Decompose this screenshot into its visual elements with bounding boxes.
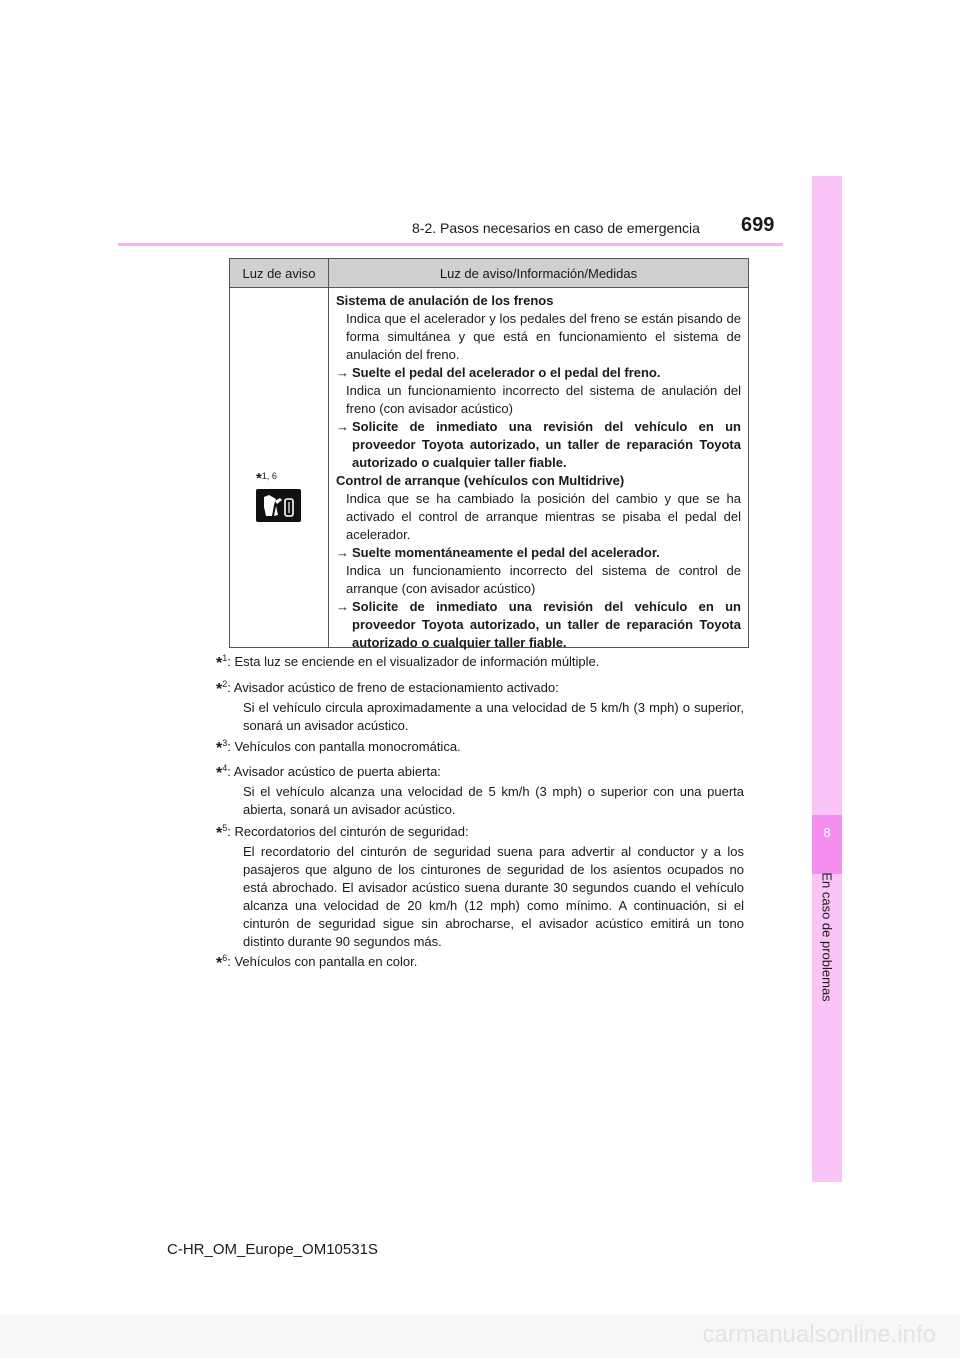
section-heading: Sistema de anulación de los frenos	[336, 293, 554, 308]
footnote: *$^3$: Vehículos con pantalla monocromática.	[216, 738, 461, 757]
table-header-row	[230, 259, 748, 288]
action-item: → Solicite de inmediato una revisión del vehículo en un proveedor Toyota autorizado, un taller de reparación Toyota autorizado o cualquier taller fiable.	[336, 419, 741, 470]
warning-light-table	[229, 258, 749, 648]
description-cell	[329, 288, 748, 650]
section-heading: Control de arranque (vehículos con Multidrive)	[336, 473, 625, 488]
action-item: → Suelte el pedal del acelerador o el pedal del freno.	[336, 365, 661, 380]
section-description: Indica que se ha cambiado la posición del cambio y que se ha activado el control de arranque mientras se pisaba el pedal del acelerador.	[346, 491, 741, 542]
column-header-light: Luz de aviso	[230, 259, 329, 287]
arrow-icon: →	[336, 599, 349, 614]
watermark-text: carmanualsonline.info	[702, 1321, 936, 1348]
footnote: *$^4$: Avisador acústico de puerta abierta: Si el vehículo alcanza una velocidad de 5 km/h (3 mph) o superior con una puerta abierta, sonará un avisador acústico.	[216, 763, 744, 817]
chapter-label: En caso de problemas	[819, 872, 835, 1002]
footnote: *$^1$: Esta luz se enciende en el visualizador de información múltiple.	[216, 653, 600, 672]
chapter-number: 8	[823, 825, 831, 840]
page-number: 699	[741, 214, 775, 236]
section-description: Indica un funcionamiento incorrecto del sistema de control de arranque (con avisador acústico)	[346, 563, 741, 596]
footnote-body: Si el vehículo alcanza una velocidad de 5 km/h (3 mph) o superior con una puerta abierta, sonará un avisador acústico.	[243, 784, 744, 817]
icon-footnote-ref: *$^{1, 6}$	[256, 470, 277, 487]
brake-override-warning-icon	[256, 489, 301, 522]
footnote: *$^6$: Vehículos con pantalla en color.	[216, 953, 418, 972]
section-description: Indica que el acelerador y los pedales del freno se están pisando de forma simultánea y que está en funcionamiento el sistema de anulación del freno.	[346, 311, 741, 362]
action-item: → Solicite de inmediato una revisión del vehículo en un proveedor Toyota autorizado, un taller de reparación Toyota autorizado o cualquier taller fiable.	[336, 599, 741, 650]
section-title: 8-2. Pasos necesarios en caso de emergencia	[412, 220, 700, 236]
section-description: Indica un funcionamiento incorrecto del sistema de anulación del freno (con avisador acústico)	[346, 383, 741, 416]
action-item: → Suelte momentáneamente el pedal del acelerador.	[336, 545, 660, 560]
column-header-info: Luz de aviso/Información/Medidas	[439, 265, 638, 281]
chapter-number-tab	[812, 815, 842, 874]
arrow-icon: →	[336, 545, 349, 560]
footnote: *$^5$: Recordatorios del cinturón de seguridad: El recordatorio del cinturón de seguridad suena para advertir al conductor y a los pasajeros que alguno de los cinturones de seguridad de los asientos ocupados no está abrochado. El avisador acústico suena durante 30 segundos cuando el vehículo alcanza una velocidad de 20 km/h (12 mph) como mínimo. A continuación, si el cinturón de seguridad sigue sin abrocharse, el avisador acústico emitirá un tono distinto durante 90 segundos más.	[216, 823, 744, 949]
document-id: C-HR_OM_Europe_OM10531S	[167, 1241, 378, 1258]
table-row	[230, 288, 748, 650]
header-divider	[118, 243, 783, 246]
footnote: *$^2$: Avisador acústico de freno de estacionamiento activado: Si el vehículo circula aproximadamente a una velocidad de 5 km/h (3 mph) o superior, sonará un avisador acústico.	[216, 679, 744, 733]
arrow-icon: →	[336, 419, 349, 434]
light-cell	[230, 288, 329, 647]
footnote-body: Si el vehículo circula aproximadamente a una velocidad de 5 km/h (3 mph) o superior, sonará un avisador acústico.	[243, 700, 744, 733]
arrow-icon: →	[336, 365, 349, 380]
footnote-body: El recordatorio del cinturón de seguridad suena para advertir al conductor y a los pasajeros que alguno de los cinturones de seguridad de los asientos ocupados no está abrochado. El avisador acústico suena durante 30 segundos cuando el vehículo alcanza una velocidad de 20 km/h (12 mph) como mínimo. A continuación, si el cinturón de seguridad sigue sin abrocharse, el avisador acústico emitirá un tono distinto durante 90 segundos más.	[243, 844, 744, 949]
chapter-side-tab	[812, 176, 842, 1182]
